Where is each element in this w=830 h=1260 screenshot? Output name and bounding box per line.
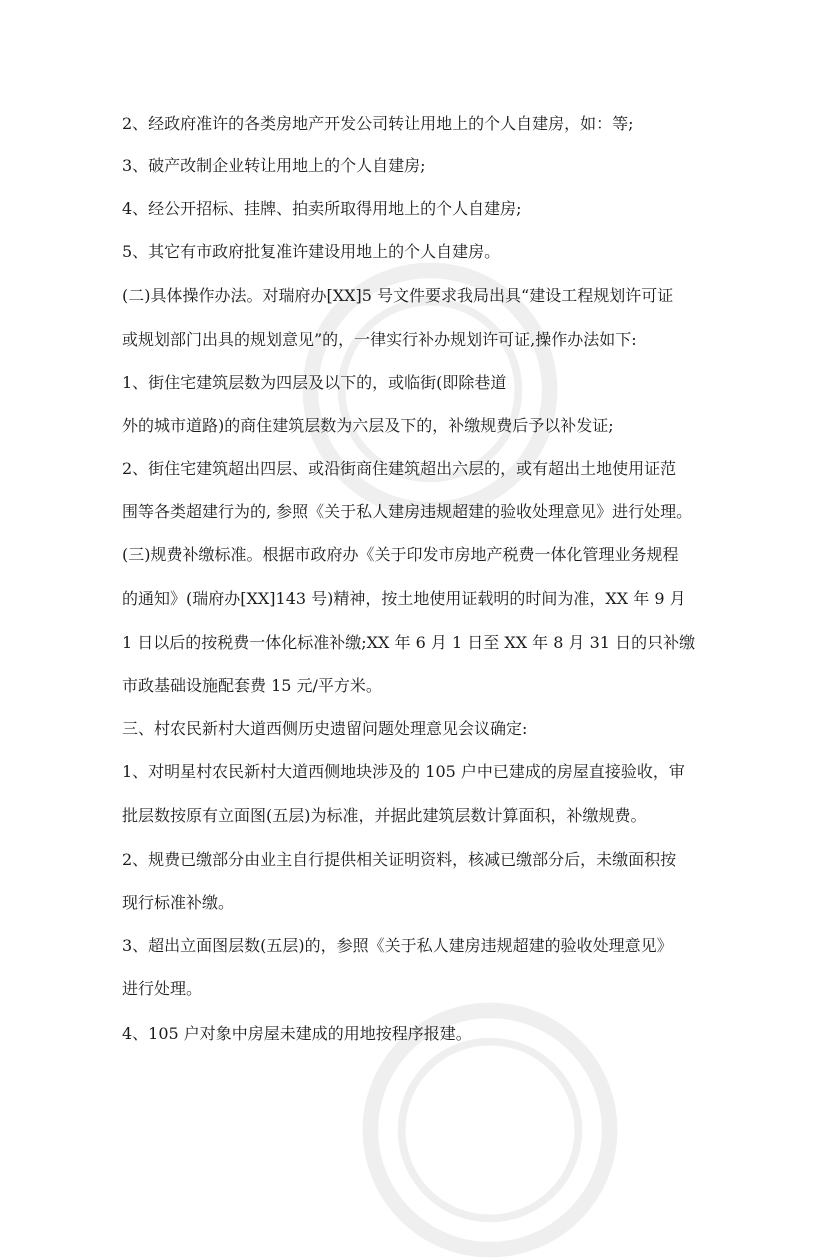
text-line: 市政基础设施配套费 15 元/平方米。 <box>122 676 382 695</box>
text-line: 1 日以后的按税费一体化标准补缴;XX 年 6 月 1 日至 XX 年 8 月 31 日的只补缴 <box>122 633 696 652</box>
text-line: 2、规费已缴部分由业主自行提供相关证明资料，核减已缴部分后，未缴面积按 <box>122 850 677 869</box>
text-line: 5、其它有市政府批复准许建设用地上的个人自建房。 <box>122 242 501 261</box>
text-line: 3、超出立面图层数(五层)的，参照《关于私人建房违规超建的验收处理意见》 <box>122 936 673 955</box>
text-line: 的通知》(瑞府办[XX]143 号)精神，按土地使用证载明的时间为准，XX 年 9 月 <box>122 589 686 608</box>
text-line: 围等各类超建行为的, 参照《关于私人建房违规超建的验收处理意见》进行处理。 <box>122 502 693 521</box>
text-line: 3、破产改制企业转让用地上的个人自建房; <box>122 156 426 175</box>
text-line: 进行处理。 <box>122 979 203 998</box>
text-line: 1、对明星村农民新村大道西侧地块涉及的 105 户中已建成的房屋直接验收，审 <box>122 762 685 781</box>
text-line: 现行标准补缴。 <box>122 893 235 912</box>
text-line: 外的城市道路)的商住建筑层数为六层及下的，补缴规费后予以补发证; <box>122 416 614 435</box>
text-line: 三、村农民新村大道西侧历史遗留问题处理意见会议确定: <box>122 719 528 738</box>
text-line: 2、经政府准许的各类房地产开发公司转让用地上的个人自建房，如：等; <box>122 114 634 133</box>
text-line: 批层数按原有立面图(五层)为标准，并据此建筑层数计算面积，补缴规费。 <box>122 806 647 825</box>
text-line: 4、105 户对象中房屋未建成的用地按程序报建。 <box>122 1024 472 1043</box>
text-line: 1、街住宅建筑层数为四层及以下的，或临街(即除巷道 <box>122 373 507 392</box>
text-line: (二)具体操作办法。对瑞府办[XX]5 号文件要求我局出具“建设工程规划许可证 <box>122 286 674 305</box>
text-line: 或规划部门出具的规划意见”的，一律实行补办规划许可证,操作办法如下: <box>122 330 637 349</box>
text-line: (三)规费补缴标准。根据市政府办《关于印发市房地产税费一体化管理业务规程 <box>122 545 679 564</box>
text-line: 4、经公开招标、挂牌、拍卖所取得用地上的个人自建房; <box>122 199 522 218</box>
text-line: 2、街住宅建筑超出四层、或沿街商住建筑超出六层的，或有超出土地使用证范 <box>122 459 677 478</box>
